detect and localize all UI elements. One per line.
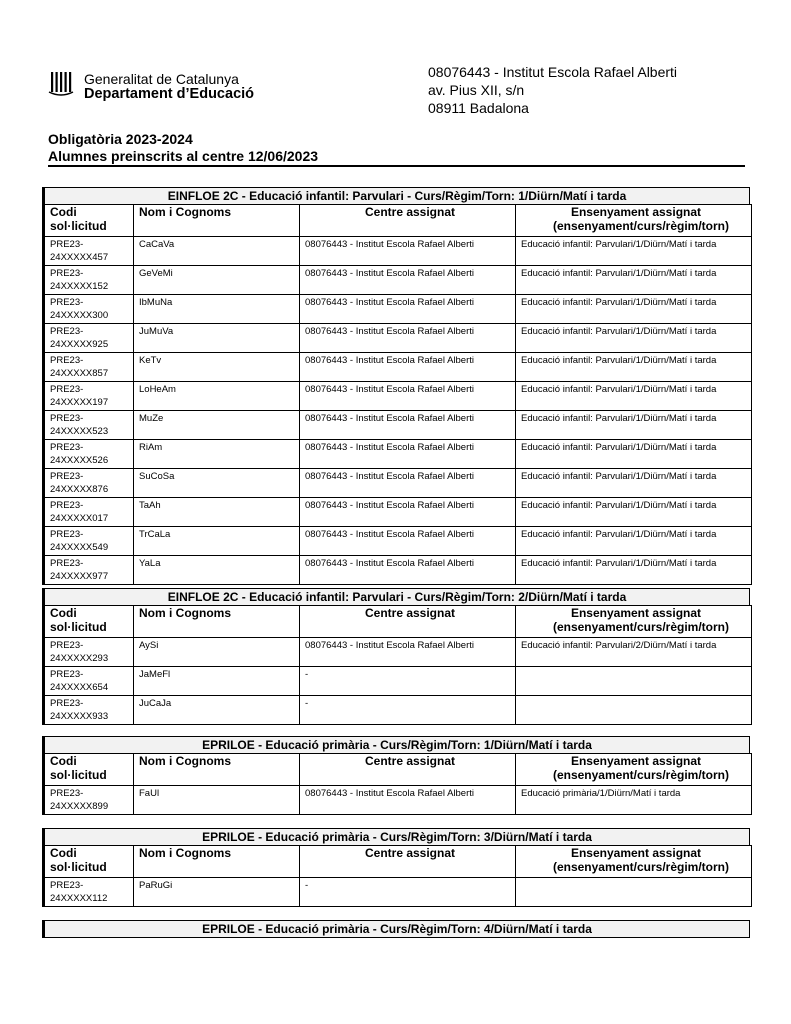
enrollment-section	[42, 588, 750, 725]
cell-ensenyament: Educació infantil: Parvulari/1/Diürn/Matí i tarda	[516, 382, 752, 411]
cell-code: PRE23- 24XXXXX526	[44, 440, 134, 469]
table-row	[44, 527, 752, 556]
title-line-2: Alumnes preinscrits al centre 12/06/2023	[48, 148, 319, 164]
section-heading: EPRILOE - Educació primària - Curs/Règim/Torn: 3/Diürn/Matí i tarda	[42, 828, 750, 845]
cell-name: KeTv	[134, 353, 300, 382]
col-header-centre: Centre assignat	[300, 846, 516, 878]
title-rule	[48, 165, 745, 167]
table-row	[44, 324, 752, 353]
table-header-row	[44, 754, 752, 786]
cell-code: PRE23- 24XXXXX112	[44, 878, 134, 907]
cell-centre: 08076443 - Institut Escola Rafael Alberti	[300, 527, 516, 556]
cell-code: PRE23- 24XXXXX300	[44, 295, 134, 324]
address-line: 08911 Badalona	[428, 100, 529, 116]
cell-centre: 08076443 - Institut Escola Rafael Alberti	[300, 498, 516, 527]
cell-centre: 08076443 - Institut Escola Rafael Alberti	[300, 295, 516, 324]
section-heading: EINFLOE 2C - Educació infantil: Parvulari - Curs/Règim/Torn: 1/Diürn/Matí i tarda	[42, 187, 750, 204]
school-address	[428, 63, 677, 117]
col-header-ensenyament: Ensenyament assignat (ensenyament/curs/règim/torn)	[516, 754, 752, 786]
cell-name: TrCaLa	[134, 527, 300, 556]
cell-name: JaMeFl	[134, 667, 300, 696]
cell-code: PRE23- 24XXXXX293	[44, 638, 134, 667]
col-header-codi: Codi sol·licitud	[44, 754, 134, 786]
cell-centre: 08076443 - Institut Escola Rafael Alberti	[300, 382, 516, 411]
students-table	[42, 753, 752, 815]
cell-ensenyament: Educació infantil: Parvulari/1/Diürn/Matí i tarda	[516, 295, 752, 324]
enrollment-section	[42, 736, 750, 815]
cell-ensenyament: Educació infantil: Parvulari/1/Diürn/Matí i tarda	[516, 440, 752, 469]
students-table	[42, 605, 752, 725]
col-header-codi: Codi sol·licitud	[44, 205, 134, 237]
title-line-1: Obligatòria 2023-2024	[48, 131, 193, 147]
table-row	[44, 556, 752, 585]
cell-ensenyament	[516, 696, 752, 725]
cell-ensenyament: Educació infantil: Parvulari/1/Diürn/Matí i tarda	[516, 556, 752, 585]
document-title	[48, 131, 318, 165]
cell-centre: 08076443 - Institut Escola Rafael Alberti	[300, 411, 516, 440]
cell-code: PRE23- 24XXXXX977	[44, 556, 134, 585]
col-header-nom: Nom i Cognoms	[134, 846, 300, 878]
table-row	[44, 696, 752, 725]
cell-name: LoHeAm	[134, 382, 300, 411]
cell-name: AySi	[134, 638, 300, 667]
cell-centre: 08076443 - Institut Escola Rafael Alberti	[300, 638, 516, 667]
col-header-nom: Nom i Cognoms	[134, 754, 300, 786]
cell-code: PRE23- 24XXXXX523	[44, 411, 134, 440]
col-header-centre: Centre assignat	[300, 606, 516, 638]
table-row	[44, 353, 752, 382]
section-heading: EINFLOE 2C - Educació infantil: Parvulari - Curs/Règim/Torn: 2/Diürn/Matí i tarda	[42, 588, 750, 605]
col-header-centre: Centre assignat	[300, 205, 516, 237]
cell-ensenyament: Educació infantil: Parvulari/1/Diürn/Matí i tarda	[516, 411, 752, 440]
cell-centre: 08076443 - Institut Escola Rafael Alberti	[300, 786, 516, 815]
cell-name: RiAm	[134, 440, 300, 469]
cell-name: JuMuVa	[134, 324, 300, 353]
cell-centre: 08076443 - Institut Escola Rafael Alberti	[300, 440, 516, 469]
department-name: Departament d’Educació	[84, 86, 255, 102]
table-row	[44, 382, 752, 411]
table-header-row	[44, 606, 752, 638]
cell-code: PRE23- 24XXXXX197	[44, 382, 134, 411]
col-header-codi: Codi sol·licitud	[44, 846, 134, 878]
cell-code: PRE23- 24XXXXX654	[44, 667, 134, 696]
enrollment-section	[42, 920, 750, 938]
table-row	[44, 440, 752, 469]
cell-centre: -	[300, 878, 516, 907]
cell-name: GeVeMi	[134, 266, 300, 295]
cell-centre: 08076443 - Institut Escola Rafael Alberti	[300, 237, 516, 266]
table-row	[44, 638, 752, 667]
col-header-ensenyament: Ensenyament assignat (ensenyament/curs/règim/torn)	[516, 606, 752, 638]
cell-centre: -	[300, 696, 516, 725]
cell-name: SuCoSa	[134, 469, 300, 498]
table-row	[44, 498, 752, 527]
cell-code: PRE23- 24XXXXX899	[44, 786, 134, 815]
col-header-nom: Nom i Cognoms	[134, 205, 300, 237]
cell-name: CaCaVa	[134, 237, 300, 266]
cell-centre: 08076443 - Institut Escola Rafael Alberti	[300, 469, 516, 498]
cell-ensenyament: Educació infantil: Parvulari/1/Diürn/Matí i tarda	[516, 527, 752, 556]
cell-centre: 08076443 - Institut Escola Rafael Alberti	[300, 353, 516, 382]
cell-code: PRE23- 24XXXXX876	[44, 469, 134, 498]
table-header-row	[44, 846, 752, 878]
cell-name: JuCaJa	[134, 696, 300, 725]
table-header-row	[44, 205, 752, 237]
col-header-centre: Centre assignat	[300, 754, 516, 786]
table-row	[44, 295, 752, 324]
table-row	[44, 469, 752, 498]
section-heading: EPRILOE - Educació primària - Curs/Règim/Torn: 1/Diürn/Matí i tarda	[42, 736, 750, 753]
cell-centre: -	[300, 667, 516, 696]
cell-code: PRE23- 24XXXXX925	[44, 324, 134, 353]
col-header-nom: Nom i Cognoms	[134, 606, 300, 638]
cell-code: PRE23- 24XXXXX549	[44, 527, 134, 556]
table-row	[44, 411, 752, 440]
cell-ensenyament	[516, 878, 752, 907]
table-row	[44, 667, 752, 696]
cell-ensenyament: Educació infantil: Parvulari/1/Diürn/Matí i tarda	[516, 237, 752, 266]
cell-code: PRE23- 24XXXXX152	[44, 266, 134, 295]
cell-name: YaLa	[134, 556, 300, 585]
cell-ensenyament: Educació infantil: Parvulari/2/Diürn/Matí i tarda	[516, 638, 752, 667]
table-row	[44, 266, 752, 295]
section-heading: EPRILOE - Educació primària - Curs/Règim/Torn: 4/Diürn/Matí i tarda	[42, 920, 750, 938]
table-row	[44, 237, 752, 266]
cell-ensenyament	[516, 667, 752, 696]
cell-code: PRE23- 24XXXXX857	[44, 353, 134, 382]
address-line: 08076443 - Institut Escola Rafael Alberti	[428, 64, 678, 80]
cell-name: TaAh	[134, 498, 300, 527]
students-table	[42, 845, 752, 907]
enrollment-section	[42, 187, 750, 585]
cell-ensenyament: Educació infantil: Parvulari/1/Diürn/Matí i tarda	[516, 469, 752, 498]
cell-code: PRE23- 24XXXXX933	[44, 696, 134, 725]
table-row	[44, 786, 752, 815]
enrollment-section	[42, 828, 750, 907]
generalitat-logo-icon	[48, 70, 74, 96]
cell-centre: 08076443 - Institut Escola Rafael Alberti	[300, 556, 516, 585]
org-name: Generalitat de Catalunya	[84, 71, 239, 87]
cell-ensenyament: Educació infantil: Parvulari/1/Diürn/Matí i tarda	[516, 353, 752, 382]
address-line: av. Pius XII, s/n	[428, 82, 525, 98]
cell-name: FaUl	[134, 786, 300, 815]
cell-ensenyament: Educació infantil: Parvulari/1/Diürn/Matí i tarda	[516, 498, 752, 527]
cell-ensenyament: Educació infantil: Parvulari/1/Diürn/Matí i tarda	[516, 266, 752, 295]
cell-name: IbMuNa	[134, 295, 300, 324]
col-header-ensenyament: Ensenyament assignat (ensenyament/curs/règim/torn)	[516, 205, 752, 237]
col-header-codi: Codi sol·licitud	[44, 606, 134, 638]
cell-centre: 08076443 - Institut Escola Rafael Alberti	[300, 266, 516, 295]
col-header-ensenyament: Ensenyament assignat (ensenyament/curs/règim/torn)	[516, 846, 752, 878]
cell-ensenyament: Educació infantil: Parvulari/1/Diürn/Matí i tarda	[516, 324, 752, 353]
cell-code: PRE23- 24XXXXX017	[44, 498, 134, 527]
students-table	[42, 204, 752, 585]
cell-centre: 08076443 - Institut Escola Rafael Alberti	[300, 324, 516, 353]
table-row	[44, 878, 752, 907]
cell-code: PRE23- 24XXXXX457	[44, 237, 134, 266]
cell-ensenyament: Educació primària/1/Diürn/Matí i tarda	[516, 786, 752, 815]
cell-name: PaRuGi	[134, 878, 300, 907]
cell-name: MuZe	[134, 411, 300, 440]
